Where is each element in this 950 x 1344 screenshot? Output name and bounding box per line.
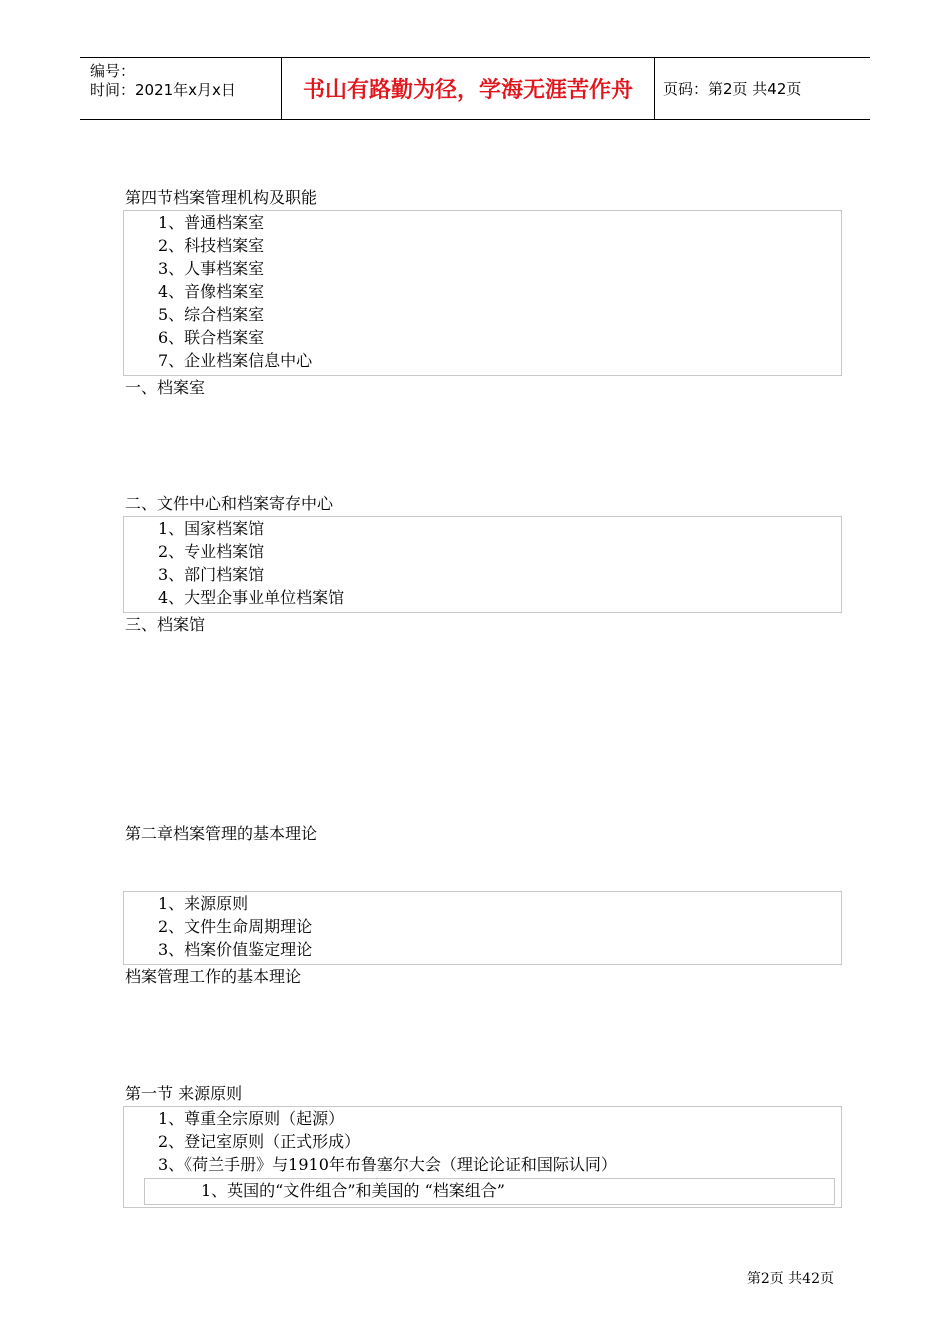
box-caption: 一、档案室 xyxy=(125,378,206,397)
list-item: 2、专业档案馆 xyxy=(158,542,265,561)
header-page-info: 页码：第2页 共42页 xyxy=(663,80,802,98)
list-item: 1、普通档案室 xyxy=(158,213,265,232)
section-title: 第四节档案管理机构及职能 xyxy=(125,188,318,207)
time-label: 时间：2021年x月x日 xyxy=(90,81,236,99)
list-item: 6、联合档案室 xyxy=(158,328,265,347)
list-box xyxy=(123,891,842,965)
list-item: 7、企业档案信息中心 xyxy=(158,351,313,370)
list-item: 3、部门档案馆 xyxy=(158,565,265,584)
header-motto: 书山有路勤为径，学海无涯苦作舟 xyxy=(282,58,655,119)
section-title: 第一节 来源原则 xyxy=(125,1084,243,1103)
header-meta xyxy=(80,58,282,119)
list-box xyxy=(123,516,842,613)
chapter-title: 第二章档案管理的基本理论 xyxy=(125,824,318,843)
list-item: 3、人事档案室 xyxy=(158,259,265,278)
list-box xyxy=(123,210,842,376)
list-item: 4、音像档案室 xyxy=(158,282,265,301)
list-item: 3、《荷兰手册》与1910年布鲁塞尔大会（理论论证和国际认同） xyxy=(158,1155,617,1174)
section-title: 二、文件中心和档案寄存中心 xyxy=(125,494,334,513)
list-item: 4、大型企事业单位档案馆 xyxy=(158,588,345,607)
list-item: 1、国家档案馆 xyxy=(158,519,265,538)
nested-list-item: 1、英国的“文件组合”和美国的 “档案组合” xyxy=(144,1178,835,1205)
list-item: 2、登记室原则（正式形成） xyxy=(158,1132,361,1151)
list-item: 5、综合档案室 xyxy=(158,305,265,324)
list-item: 1、尊重全宗原则（起源） xyxy=(158,1109,345,1128)
box-caption: 三、档案馆 xyxy=(125,615,206,634)
number-label: 编号： xyxy=(90,62,136,80)
list-item: 1、来源原则 xyxy=(158,894,249,913)
page-footer: 第2页 共42页 xyxy=(746,1271,834,1287)
list-item: 2、文件生命周期理论 xyxy=(158,917,313,936)
list-item: 2、科技档案室 xyxy=(158,236,265,255)
page-header xyxy=(80,57,870,120)
box-caption: 档案管理工作的基本理论 xyxy=(125,967,302,986)
list-item: 3、档案价值鉴定理论 xyxy=(158,940,313,959)
